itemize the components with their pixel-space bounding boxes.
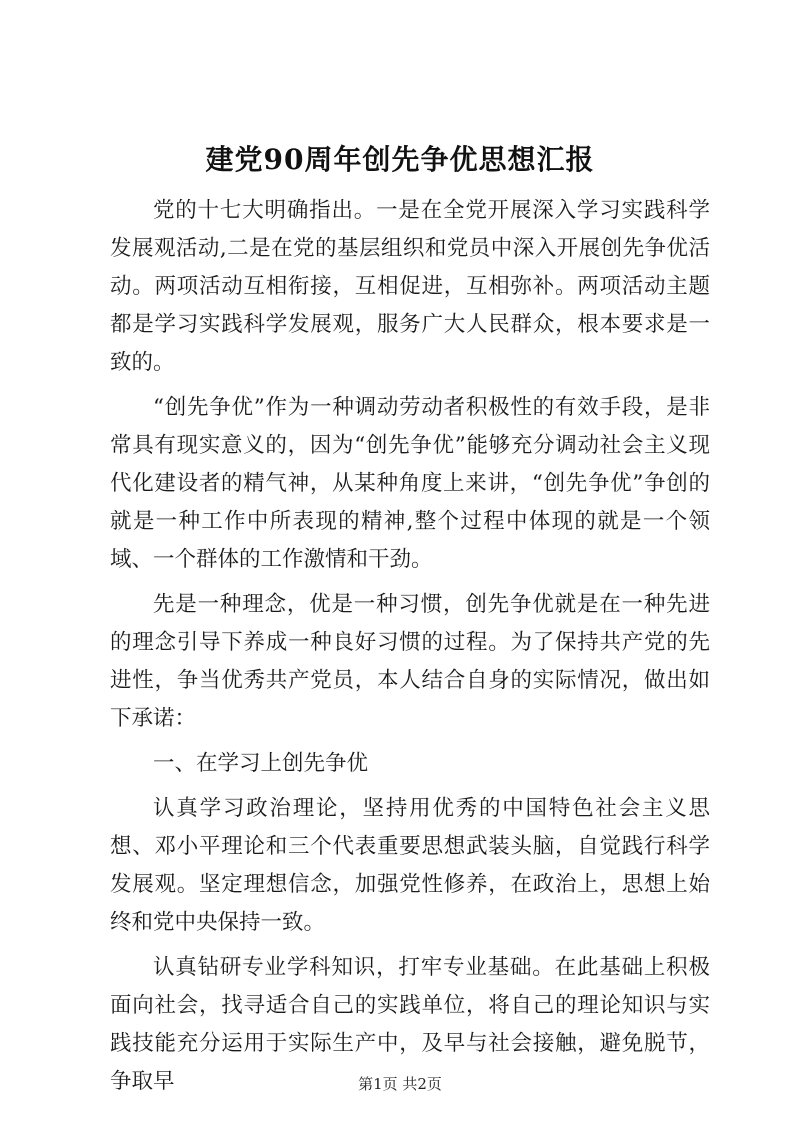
document-body xyxy=(110,192,710,1108)
section-heading: 一、在学习上创先争优 xyxy=(153,751,369,776)
paragraph: “创先争优”作为一种调动劳动者积极性的有效手段，是非常具有现实意义的，因为“创先争优”能够充分调动社会主义现代化建设者的精气神，从某种角度上来讲，“创先争优”争创的就是一种工作中所表现的精神,整个过程中体现的就是一个领域、一个群体的工作激情和干劲。 xyxy=(110,395,710,572)
page-footer xyxy=(0,1073,800,1094)
page-number-label: 第1页 共2页 xyxy=(358,1075,442,1093)
paragraph: 先是一种理念，优是一种习惯，创先争优就是在一种先进的理念引导下养成一种良好习惯的过程。为了保持共产党的先进性，争当优秀共产党员，本人结合自身的实际情况，做出如下承诺： xyxy=(110,592,710,731)
paragraph: 党的十七大明确指出。一是在全党开展深入学习实践科学发展观活动,二是在党的基层组织和党员中深入开展创先争优活动。两项活动互相衔接，互相促进，互相弥补。两项活动主题都是学习实践科学发展观，服务广大人民群众，根本要求是一致的。 xyxy=(110,198,710,375)
paragraph: 认真钻研专业学科知识，打牢专业基础。在此基础上积极面向社会，找寻适合自己的实践单位，将自己的理论知识与实践技能充分运用于实际生产中，及早与社会接触，避免脱节，争取早 xyxy=(110,955,710,1094)
paragraph: 认真学习政治理论，坚持用优秀的中国特色社会主义思想、邓小平理论和三个代表重要思想武装头脑，自觉践行科学发展观。坚定理想信念，加强党性修养，在政治上，思想上始终和党中央保持一致。 xyxy=(110,796,710,935)
document-title: 建党90周年创先争优思想汇报 xyxy=(205,143,595,176)
